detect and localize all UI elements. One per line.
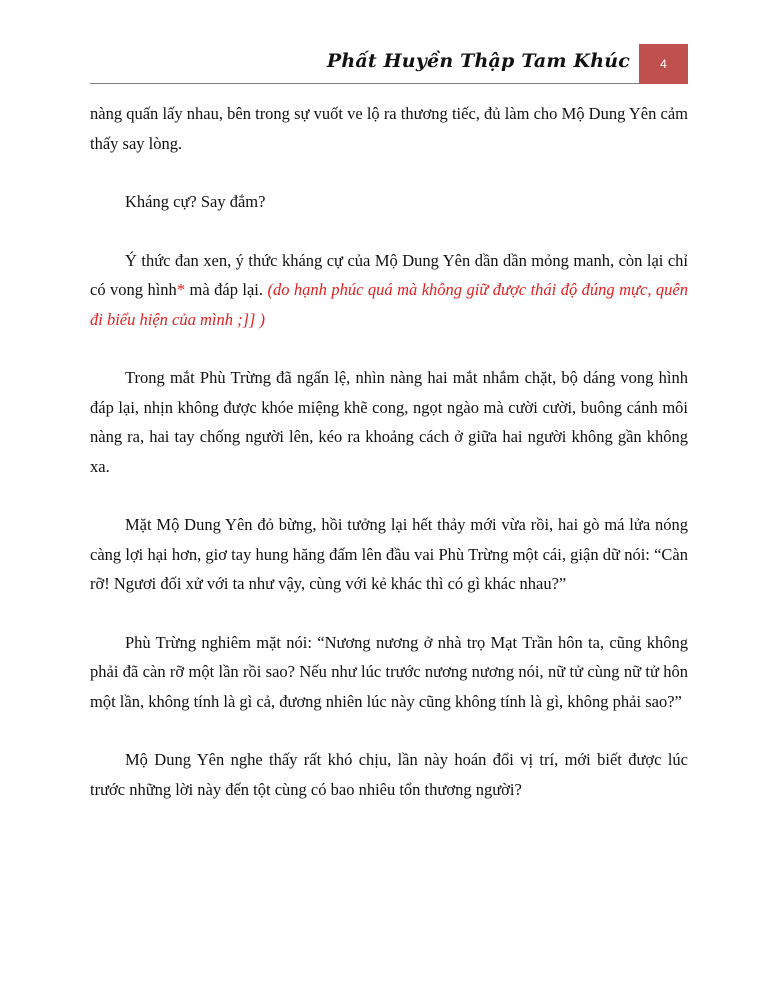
paragraph-1: nàng quấn lấy nhau, bên trong sự vuốt ve lộ ra thương tiếc, đủ làm cho Mộ Dung Yên cảm thấy say lòng. [90, 104, 688, 153]
paragraph-7: Mộ Dung Yên nghe thấy rất khó chịu, lần này hoán đổi vị trí, mới biết được lúc trước những lời này đến tột cùng có bao nhiêu tổn thương người? [90, 750, 688, 799]
document-body [90, 99, 688, 833]
paragraph-5: Mặt Mộ Dung Yên đỏ bừng, hồi tưởng lại hết thảy mới vừa rồi, hai gò má lửa nóng càng lợi hại hơn, giơ tay hung hăng đấm lên đầu vai Phù Trừng một cái, giận dữ nói: “Càn rỡ! Ngươi đối xử với ta như vậy, cùng với kẻ khác thì có gì khác nhau?” [90, 515, 688, 593]
page-number: 4 [660, 57, 667, 71]
translator-note: (do hạnh phúc quá mà không giữ được thái độ đúng mực, quên đi biểu hiện của mình ;]] ) [90, 280, 688, 329]
book-title: Phất Huyền Thập Tam Khúc [326, 50, 630, 72]
footnote-asterisk: * [176, 280, 186, 299]
paragraph-2: Kháng cự? Say đắm? [125, 192, 266, 211]
paragraph-3-middle: mà đáp lại. [185, 280, 268, 299]
paragraph-3-text: Ý thức đan xen, ý thức kháng cự của Mộ Dung Yên dần dần mỏng manh, còn lại chỉ có vong hình [90, 250, 688, 299]
paragraph-6: Phù Trừng nghiêm mặt nói: “Nương nương ở nhà trọ Mạt Trần hôn ta, cũng không phải đã càn rỡ một lần rồi sao? Nếu như lúc trước nương nương nói, nữ tử cùng nữ tử hôn một lần, không tính là gì cả, đương nhiên lúc này cũng không tính là gì, không phải sao?” [90, 632, 688, 711]
paragraph-3 [90, 246, 688, 335]
page-header [90, 44, 688, 84]
paragraph-4: Trong mắt Phù Trừng đã ngấn lệ, nhìn nàng hai mắt nhắm chặt, bộ dáng vong hình đáp lại, nhịn không được khóe miệng khẽ cong, ngọt ngào mà cười cười, buông cánh môi nàng ra, hai tay chống người lên, kéo ra khoảng cách ở giữa hai người không gần không xa. [90, 368, 688, 476]
header-divider [90, 83, 639, 84]
page-number-badge [639, 44, 688, 84]
